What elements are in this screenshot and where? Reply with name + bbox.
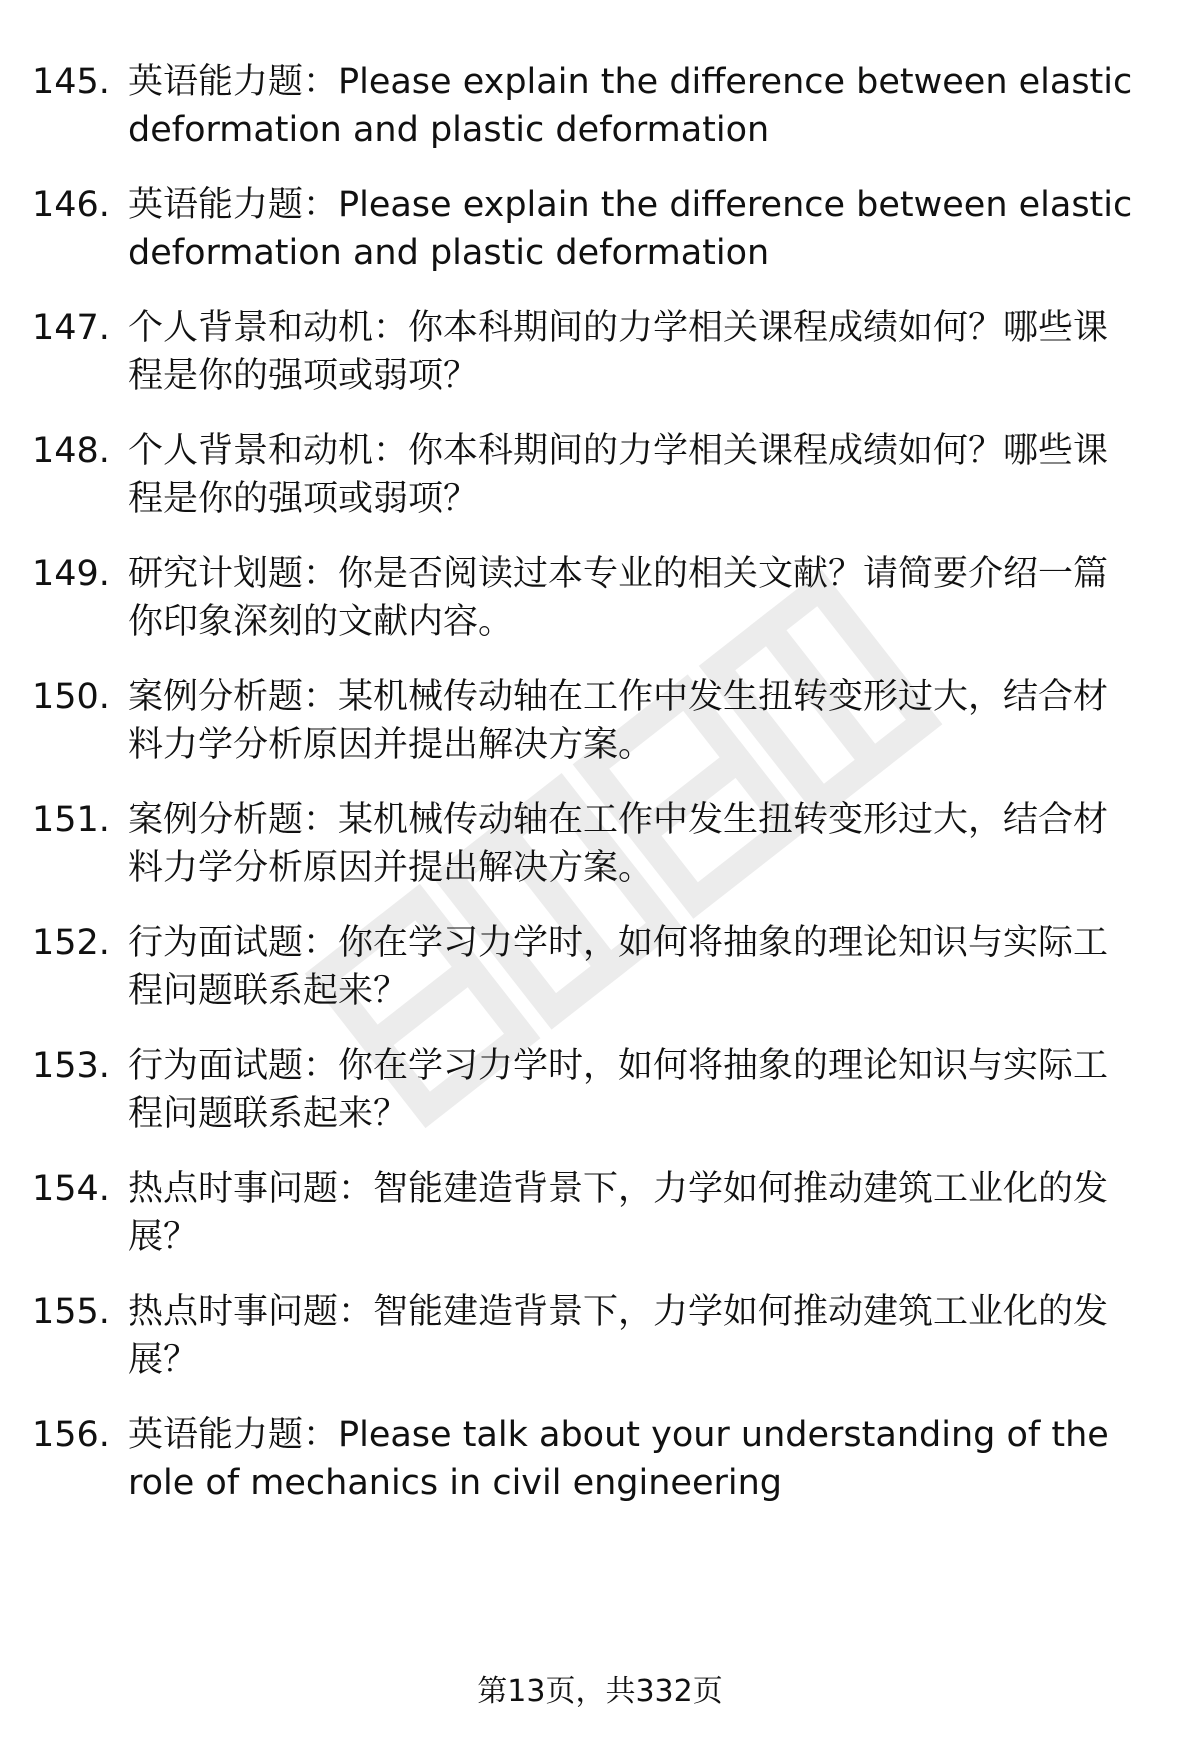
question-item (32, 550, 1142, 646)
question-item (32, 427, 1142, 523)
question-number: 156. (32, 1415, 110, 1455)
question-item (32, 673, 1142, 769)
question-item (32, 919, 1142, 1015)
page-number: 第13页，共332页 (477, 1674, 723, 1709)
question-item (32, 181, 1142, 277)
question-text: 研究计划题：你是否阅读过本专业的相关文献？请简要介绍一篇你印象深刻的文献内容。 (128, 554, 1109, 642)
question-number: 148. (32, 431, 110, 471)
question-number: 155. (32, 1292, 110, 1332)
question-number: 147. (32, 308, 110, 348)
question-number: 152. (32, 923, 110, 963)
question-text: 英语能力题：Please talk about your understanding of the role of mechanics in civil engineering (128, 1415, 1109, 1503)
question-text: 个人背景和动机：你本科期间的力学相关课程成绩如何？哪些课程是你的强项或弱项？ (128, 431, 1109, 519)
question-text: 热点时事问题：智能建造背景下，力学如何推动建筑工业化的发展？ (128, 1292, 1109, 1380)
question-item (32, 1042, 1142, 1138)
question-text: 案例分析题：某机械传动轴在工作中发生扭转变形过大，结合材料力学分析原因并提出解决方案。 (128, 677, 1109, 765)
question-text: 行为面试题：你在学习力学时，如何将抽象的理论知识与实际工程问题联系起来？ (128, 1046, 1109, 1134)
question-number: 153. (32, 1046, 110, 1086)
question-text: 个人背景和动机：你本科期间的力学相关课程成绩如何？哪些课程是你的强项或弱项？ (128, 308, 1109, 396)
question-number: 151. (32, 800, 110, 840)
question-text: 行为面试题：你在学习力学时，如何将抽象的理论知识与实际工程问题联系起来？ (128, 923, 1109, 1011)
question-text: 案例分析题：某机械传动轴在工作中发生扭转变形过大，结合材料力学分析原因并提出解决方案。 (128, 800, 1109, 888)
question-item (32, 1411, 1142, 1507)
question-text: 热点时事问题：智能建造背景下，力学如何推动建筑工业化的发展？ (128, 1169, 1109, 1257)
question-item (32, 58, 1142, 154)
question-item (32, 796, 1142, 892)
question-item (32, 1165, 1142, 1261)
question-number: 146. (32, 185, 110, 225)
question-number: 145. (32, 62, 110, 102)
question-number: 154. (32, 1169, 110, 1209)
question-list (32, 58, 1142, 1534)
question-number: 149. (32, 554, 110, 594)
question-item (32, 304, 1142, 400)
question-text: 英语能力题：Please explain the difference between elastic deformation and plastic deformation (128, 62, 1133, 150)
question-number: 150. (32, 677, 110, 717)
question-item (32, 1288, 1142, 1384)
question-text: 英语能力题：Please explain the difference between elastic deformation and plastic deformation (128, 185, 1133, 273)
